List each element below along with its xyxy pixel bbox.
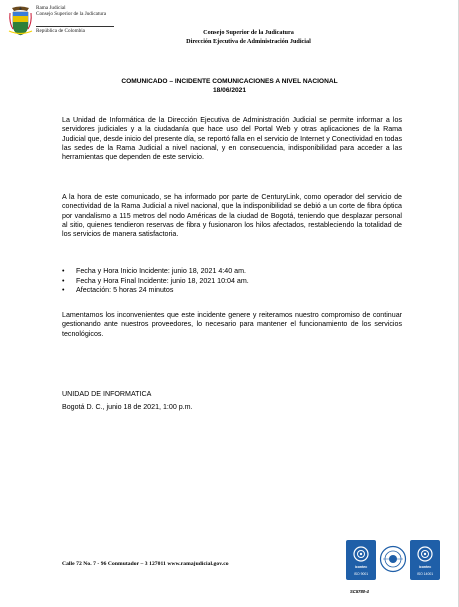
- footer-contact: Calle 72 No. 7 - 96 Conmutador – 3 127011 www.ramajudicial.gov.co: [62, 561, 229, 567]
- header-divider: [36, 26, 114, 27]
- title-text: COMUNICADO – INCIDENTE COMUNICACIONES A NIVEL NACIONAL: [121, 78, 338, 85]
- cert-standard: ISO 9001: [353, 572, 369, 576]
- signature-unit: UNIDAD DE INFORMATICA: [62, 390, 152, 398]
- org-line1: Rama Judicial: [36, 5, 66, 11]
- signature-place-date: Bogotá D. C., junio 18 de 2021, 1:00 p.m.: [62, 403, 193, 411]
- org-line2: Consejo Superior de la Judicatura: [36, 11, 107, 18]
- icontec-iso9001-badge: [346, 540, 376, 580]
- direction-name: Dirección Ejecutiva de Administración Judicial: [186, 37, 311, 45]
- certification-seal-icon: [417, 546, 433, 562]
- cert-brand: icontec: [418, 565, 432, 569]
- bullet-icon: •: [62, 276, 65, 285]
- bullet-icon: •: [62, 267, 65, 275]
- cert-code: SC5780-4: [350, 589, 369, 594]
- title-date: 18/06/2021: [212, 87, 246, 94]
- council-name: Consejo Superior de la Judicatura: [203, 29, 294, 36]
- incident-details-list: [62, 267, 402, 296]
- country-name: República de Colombia: [36, 28, 85, 34]
- council-header: [0, 29, 459, 46]
- list-item: • Afectación: 5 horas 24 minutos: [62, 286, 174, 295]
- document-title: [0, 77, 459, 95]
- certification-seal-icon: [353, 546, 369, 562]
- paragraph-closing: Lamentamos los inconvenientes que este incidente genere y reiteramos nuestro compromiso de continuar gestionando ante nuestros proveedores, lo necesario para mantener el funcionamiento de los servicios tecnológicos.: [62, 311, 402, 338]
- cert-brand: icontec: [354, 565, 368, 569]
- paragraph-cause: A la hora de este comunicado, se ha informado por parte de CenturyLink, como operador del servicio de conectividad de la Rama Judicial a nivel nacional, que la indisponibilidad se debió a un corte de fibra óptica por vandalismo a 115 metros del nodo Américas de la ciudad de Bogotá, teniendo que desplazar personal al sitio, quienes tendieron reservas de fibra y fusionaron los hilos afectados, restableciendo la totalidad de los servicios de manera satisfactoria.: [62, 193, 402, 239]
- list-item: • Fecha y Hora Final Incidente: junio 18, 2021 10:04 am.: [62, 276, 249, 285]
- paragraph-intro: La Unidad de Informática de la Dirección Ejecutiva de Administración Judicial se permite informar a los servidores judiciales y a la ciudadanía que hace uso del Portal Web y otras aplicaciones de la Rama Judicial que, desde inicio del presente día, se reportó falla en el servicio de Internet y Conectividad en todas las sedes de la Rama Judicial a nivel nacional, y en consecuencia, indisponibilidad para acceder a las herramientas que dependen de este servicio.: [62, 116, 402, 162]
- cert-standard: ISO 14001: [416, 572, 434, 576]
- iqnet-seal-icon: [379, 545, 407, 573]
- bullet-icon: •: [62, 286, 65, 295]
- list-item: • Fecha y Hora Inicio Incidente: junio 18, 2021 4:40 am.: [62, 267, 246, 275]
- organization-name: [36, 5, 106, 18]
- icontec-iso14001-badge: [410, 540, 440, 580]
